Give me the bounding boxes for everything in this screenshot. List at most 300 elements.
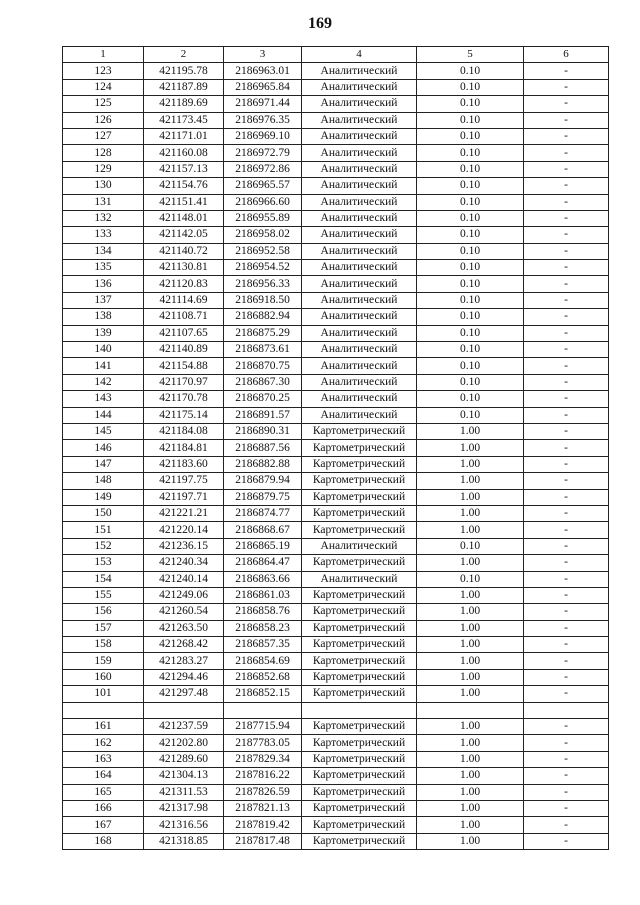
point-number-cell: 134 [63,243,144,259]
accuracy-cell: 1.00 [417,637,524,653]
table-row [63,489,609,505]
note-cell: - [524,325,609,341]
y-coordinate-cell: 2186963.01 [224,63,302,79]
x-coordinate-cell: 421304.13 [144,768,224,784]
point-number-cell: 162 [63,735,144,751]
accuracy-cell: 0.10 [417,292,524,308]
point-number-cell: 140 [63,342,144,358]
y-coordinate-cell: 2186857.35 [224,637,302,653]
method-cell: Картометрический [302,735,417,751]
table-row [63,210,609,226]
y-coordinate-cell: 2187829.34 [224,751,302,767]
x-coordinate-cell: 421114.69 [144,292,224,308]
note-cell: - [524,391,609,407]
point-number-cell: 144 [63,407,144,423]
point-number-cell: 159 [63,653,144,669]
accuracy-cell: 1.00 [417,669,524,685]
table-row [63,768,609,784]
note-cell: - [524,309,609,325]
accuracy-cell: 1.00 [417,489,524,505]
y-coordinate-cell: 2186879.94 [224,473,302,489]
group-separator-row [63,702,609,718]
point-number-cell: 155 [63,587,144,603]
x-coordinate-cell: 421197.75 [144,473,224,489]
note-cell: - [524,243,609,259]
x-coordinate-cell: 421171.01 [144,128,224,144]
point-number-cell: 153 [63,555,144,571]
accuracy-cell: 1.00 [417,456,524,472]
point-number-cell: 126 [63,112,144,128]
note-cell: - [524,276,609,292]
table-row [63,456,609,472]
y-coordinate-cell: 2187826.59 [224,784,302,800]
accuracy-cell: 0.10 [417,194,524,210]
note-cell: - [524,800,609,816]
note-cell: - [524,571,609,587]
table-row [63,178,609,194]
empty-cell [224,702,302,718]
x-coordinate-cell: 421140.72 [144,243,224,259]
method-cell: Аналитический [302,407,417,423]
method-cell: Картометрический [302,456,417,472]
point-number-cell: 164 [63,768,144,784]
point-number-cell: 145 [63,423,144,439]
empty-cell [302,702,417,718]
accuracy-cell: 0.10 [417,407,524,423]
point-number-cell: 143 [63,391,144,407]
note-cell: - [524,719,609,735]
note-cell: - [524,128,609,144]
method-cell: Картометрический [302,620,417,636]
note-cell: - [524,374,609,390]
y-coordinate-cell: 2186891.57 [224,407,302,423]
point-number-cell: 160 [63,669,144,685]
point-number-cell: 135 [63,260,144,276]
method-cell: Картометрический [302,604,417,620]
point-number-cell: 158 [63,637,144,653]
x-coordinate-cell: 421157.13 [144,161,224,177]
table-row [63,735,609,751]
method-cell: Картометрический [302,440,417,456]
method-cell: Картометрический [302,555,417,571]
note-cell: - [524,686,609,702]
note-cell: - [524,473,609,489]
method-cell: Картометрический [302,751,417,767]
table-row [63,145,609,161]
accuracy-cell: 0.10 [417,243,524,259]
y-coordinate-cell: 2186873.61 [224,342,302,358]
accuracy-cell: 0.10 [417,96,524,112]
method-cell: Картометрический [302,505,417,521]
y-coordinate-cell: 2186879.75 [224,489,302,505]
accuracy-cell: 0.10 [417,325,524,341]
table-row [63,325,609,341]
point-number-cell: 131 [63,194,144,210]
point-number-cell: 125 [63,96,144,112]
x-coordinate-cell: 421120.83 [144,276,224,292]
note-cell: - [524,637,609,653]
table-row [63,276,609,292]
accuracy-cell: 0.10 [417,538,524,554]
point-number-cell: 163 [63,751,144,767]
method-cell: Аналитический [302,210,417,226]
method-cell: Аналитический [302,571,417,587]
note-cell: - [524,456,609,472]
point-number-cell: 136 [63,276,144,292]
x-coordinate-cell: 421197.71 [144,489,224,505]
method-cell: Аналитический [302,227,417,243]
y-coordinate-cell: 2186918.50 [224,292,302,308]
table-row [63,833,609,849]
y-coordinate-cell: 2186958.02 [224,227,302,243]
table-row [63,96,609,112]
table-row [63,751,609,767]
method-cell: Картометрический [302,817,417,833]
y-coordinate-cell: 2187819.42 [224,817,302,833]
point-number-cell: 157 [63,620,144,636]
method-cell: Картометрический [302,669,417,685]
point-number-cell: 168 [63,833,144,849]
x-coordinate-cell: 421283.27 [144,653,224,669]
accuracy-cell: 1.00 [417,620,524,636]
point-number-cell: 137 [63,292,144,308]
point-number-cell: 167 [63,817,144,833]
table-row [63,817,609,833]
x-coordinate-cell: 421297.48 [144,686,224,702]
method-cell: Аналитический [302,391,417,407]
x-coordinate-cell: 421107.65 [144,325,224,341]
note-cell: - [524,784,609,800]
table-row [63,637,609,653]
note-cell: - [524,620,609,636]
accuracy-cell: 1.00 [417,653,524,669]
y-coordinate-cell: 2187821.13 [224,800,302,816]
table-row [63,473,609,489]
y-coordinate-cell: 2186887.56 [224,440,302,456]
accuracy-cell: 1.00 [417,555,524,571]
method-cell: Аналитический [302,243,417,259]
y-coordinate-cell: 2186955.89 [224,210,302,226]
method-cell: Аналитический [302,260,417,276]
method-cell: Аналитический [302,342,417,358]
accuracy-cell: 0.10 [417,128,524,144]
method-cell: Аналитический [302,374,417,390]
accuracy-cell: 0.10 [417,210,524,226]
accuracy-cell: 0.10 [417,178,524,194]
note-cell: - [524,407,609,423]
y-coordinate-cell: 2186874.77 [224,505,302,521]
x-coordinate-cell: 421240.14 [144,571,224,587]
method-cell: Картометрический [302,653,417,669]
y-coordinate-cell: 2186965.57 [224,178,302,194]
method-cell: Картометрический [302,686,417,702]
note-cell: - [524,440,609,456]
table-row [63,112,609,128]
x-coordinate-cell: 421316.56 [144,817,224,833]
point-number-cell: 101 [63,686,144,702]
accuracy-cell: 1.00 [417,719,524,735]
x-coordinate-cell: 421170.97 [144,374,224,390]
point-number-cell: 152 [63,538,144,554]
table-row [63,342,609,358]
accuracy-cell: 0.10 [417,227,524,243]
accuracy-cell: 1.00 [417,768,524,784]
x-coordinate-cell: 421148.01 [144,210,224,226]
note-cell: - [524,63,609,79]
point-number-cell: 148 [63,473,144,489]
y-coordinate-cell: 2187817.48 [224,833,302,849]
accuracy-cell: 1.00 [417,604,524,620]
table-row [63,243,609,259]
x-coordinate-cell: 421237.59 [144,719,224,735]
accuracy-cell: 0.10 [417,161,524,177]
x-coordinate-cell: 421268.42 [144,637,224,653]
x-coordinate-cell: 421130.81 [144,260,224,276]
table-row [63,128,609,144]
y-coordinate-cell: 2186954.52 [224,260,302,276]
note-cell: - [524,522,609,538]
point-number-cell: 166 [63,800,144,816]
y-coordinate-cell: 2187715.94 [224,719,302,735]
coordinates-table [62,46,609,850]
x-coordinate-cell: 421140.89 [144,342,224,358]
table-row [63,505,609,521]
note-cell: - [524,817,609,833]
x-coordinate-cell: 421294.46 [144,669,224,685]
point-number-cell: 129 [63,161,144,177]
x-coordinate-cell: 421220.14 [144,522,224,538]
accuracy-cell: 0.10 [417,309,524,325]
accuracy-cell: 0.10 [417,374,524,390]
accuracy-cell: 1.00 [417,505,524,521]
point-number-cell: 130 [63,178,144,194]
point-number-cell: 146 [63,440,144,456]
x-coordinate-cell: 421160.08 [144,145,224,161]
table-row [63,194,609,210]
y-coordinate-cell: 2187816.22 [224,768,302,784]
method-cell: Картометрический [302,423,417,439]
point-number-cell: 124 [63,79,144,95]
note-cell: - [524,96,609,112]
table-row [63,423,609,439]
method-cell: Картометрический [302,768,417,784]
x-coordinate-cell: 421184.81 [144,440,224,456]
note-cell: - [524,178,609,194]
x-coordinate-cell: 421175.14 [144,407,224,423]
accuracy-cell: 0.10 [417,342,524,358]
accuracy-cell: 0.10 [417,112,524,128]
x-coordinate-cell: 421202.80 [144,735,224,751]
x-coordinate-cell: 421249.06 [144,587,224,603]
note-cell: - [524,751,609,767]
point-number-cell: 133 [63,227,144,243]
accuracy-cell: 0.10 [417,391,524,407]
note-cell: - [524,161,609,177]
accuracy-cell: 1.00 [417,423,524,439]
x-coordinate-cell: 421184.08 [144,423,224,439]
method-cell: Аналитический [302,112,417,128]
table-row [63,620,609,636]
x-coordinate-cell: 421236.15 [144,538,224,554]
point-number-cell: 138 [63,309,144,325]
point-number-cell: 139 [63,325,144,341]
accuracy-cell: 1.00 [417,522,524,538]
method-cell: Аналитический [302,128,417,144]
y-coordinate-cell: 2186976.35 [224,112,302,128]
table-row [63,686,609,702]
empty-cell [417,702,524,718]
y-coordinate-cell: 2186971.44 [224,96,302,112]
table-row [63,161,609,177]
accuracy-cell: 0.10 [417,79,524,95]
x-coordinate-cell: 421187.89 [144,79,224,95]
note-cell: - [524,768,609,784]
table-row [63,358,609,374]
y-coordinate-cell: 2186972.79 [224,145,302,161]
table-row [63,800,609,816]
point-number-cell: 132 [63,210,144,226]
y-coordinate-cell: 2186969.10 [224,128,302,144]
x-coordinate-cell: 421151.41 [144,194,224,210]
point-number-cell: 123 [63,63,144,79]
method-cell: Картометрический [302,800,417,816]
note-cell: - [524,587,609,603]
method-cell: Аналитический [302,145,417,161]
x-coordinate-cell: 421154.76 [144,178,224,194]
point-number-cell: 161 [63,719,144,735]
note-cell: - [524,227,609,243]
table-row [63,555,609,571]
column-header-4: 4 [302,47,417,63]
y-coordinate-cell: 2186858.23 [224,620,302,636]
point-number-cell: 154 [63,571,144,587]
point-number-cell: 141 [63,358,144,374]
accuracy-cell: 1.00 [417,751,524,767]
accuracy-cell: 0.10 [417,63,524,79]
method-cell: Картометрический [302,784,417,800]
point-number-cell: 128 [63,145,144,161]
method-cell: Аналитический [302,276,417,292]
y-coordinate-cell: 2186865.19 [224,538,302,554]
note-cell: - [524,653,609,669]
x-coordinate-cell: 421311.53 [144,784,224,800]
method-cell: Аналитический [302,358,417,374]
method-cell: Аналитический [302,309,417,325]
y-coordinate-cell: 2186858.76 [224,604,302,620]
y-coordinate-cell: 2186890.31 [224,423,302,439]
header-row [63,47,609,63]
table-row [63,440,609,456]
note-cell: - [524,833,609,849]
note-cell: - [524,505,609,521]
point-number-cell: 150 [63,505,144,521]
y-coordinate-cell: 2186952.58 [224,243,302,259]
note-cell: - [524,423,609,439]
note-cell: - [524,194,609,210]
accuracy-cell: 1.00 [417,473,524,489]
point-number-cell: 165 [63,784,144,800]
accuracy-cell: 0.10 [417,145,524,161]
accuracy-cell: 1.00 [417,800,524,816]
table-row [63,604,609,620]
note-cell: - [524,260,609,276]
accuracy-cell: 0.10 [417,276,524,292]
method-cell: Аналитический [302,325,417,341]
y-coordinate-cell: 2187783.05 [224,735,302,751]
x-coordinate-cell: 421173.45 [144,112,224,128]
accuracy-cell: 1.00 [417,587,524,603]
point-number-cell: 151 [63,522,144,538]
point-number-cell: 156 [63,604,144,620]
x-coordinate-cell: 421195.78 [144,63,224,79]
y-coordinate-cell: 2186861.03 [224,587,302,603]
method-cell: Картометрический [302,489,417,505]
table-row [63,587,609,603]
y-coordinate-cell: 2186870.75 [224,358,302,374]
note-cell: - [524,489,609,505]
y-coordinate-cell: 2186972.86 [224,161,302,177]
column-header-3: 3 [224,47,302,63]
y-coordinate-cell: 2186882.94 [224,309,302,325]
y-coordinate-cell: 2186875.29 [224,325,302,341]
method-cell: Аналитический [302,63,417,79]
point-number-cell: 149 [63,489,144,505]
table-row [63,522,609,538]
table-row [63,719,609,735]
accuracy-cell: 1.00 [417,735,524,751]
accuracy-cell: 1.00 [417,440,524,456]
x-coordinate-cell: 421318.85 [144,833,224,849]
table-row [63,79,609,95]
table-body [63,63,609,850]
note-cell: - [524,342,609,358]
x-coordinate-cell: 421154.88 [144,358,224,374]
method-cell: Аналитический [302,194,417,210]
y-coordinate-cell: 2186956.33 [224,276,302,292]
accuracy-cell: 0.10 [417,260,524,276]
method-cell: Картометрический [302,522,417,538]
table-row [63,391,609,407]
note-cell: - [524,112,609,128]
method-cell: Картометрический [302,637,417,653]
method-cell: Картометрический [302,719,417,735]
page-number: 169 [308,15,332,32]
x-coordinate-cell: 421183.60 [144,456,224,472]
column-header-6: 6 [524,47,609,63]
x-coordinate-cell: 421221.21 [144,505,224,521]
empty-cell [524,702,609,718]
x-coordinate-cell: 421289.60 [144,751,224,767]
y-coordinate-cell: 2186852.68 [224,669,302,685]
y-coordinate-cell: 2186966.60 [224,194,302,210]
x-coordinate-cell: 421142.05 [144,227,224,243]
empty-cell [144,702,224,718]
method-cell: Аналитический [302,161,417,177]
accuracy-cell: 1.00 [417,833,524,849]
accuracy-cell: 0.10 [417,571,524,587]
y-coordinate-cell: 2186864.47 [224,555,302,571]
table-row [63,260,609,276]
column-header-5: 5 [417,47,524,63]
accuracy-cell: 1.00 [417,686,524,702]
accuracy-cell: 1.00 [417,784,524,800]
table-header [63,47,609,63]
x-coordinate-cell: 421170.78 [144,391,224,407]
x-coordinate-cell: 421263.50 [144,620,224,636]
y-coordinate-cell: 2186854.69 [224,653,302,669]
x-coordinate-cell: 421260.54 [144,604,224,620]
method-cell: Картометрический [302,833,417,849]
